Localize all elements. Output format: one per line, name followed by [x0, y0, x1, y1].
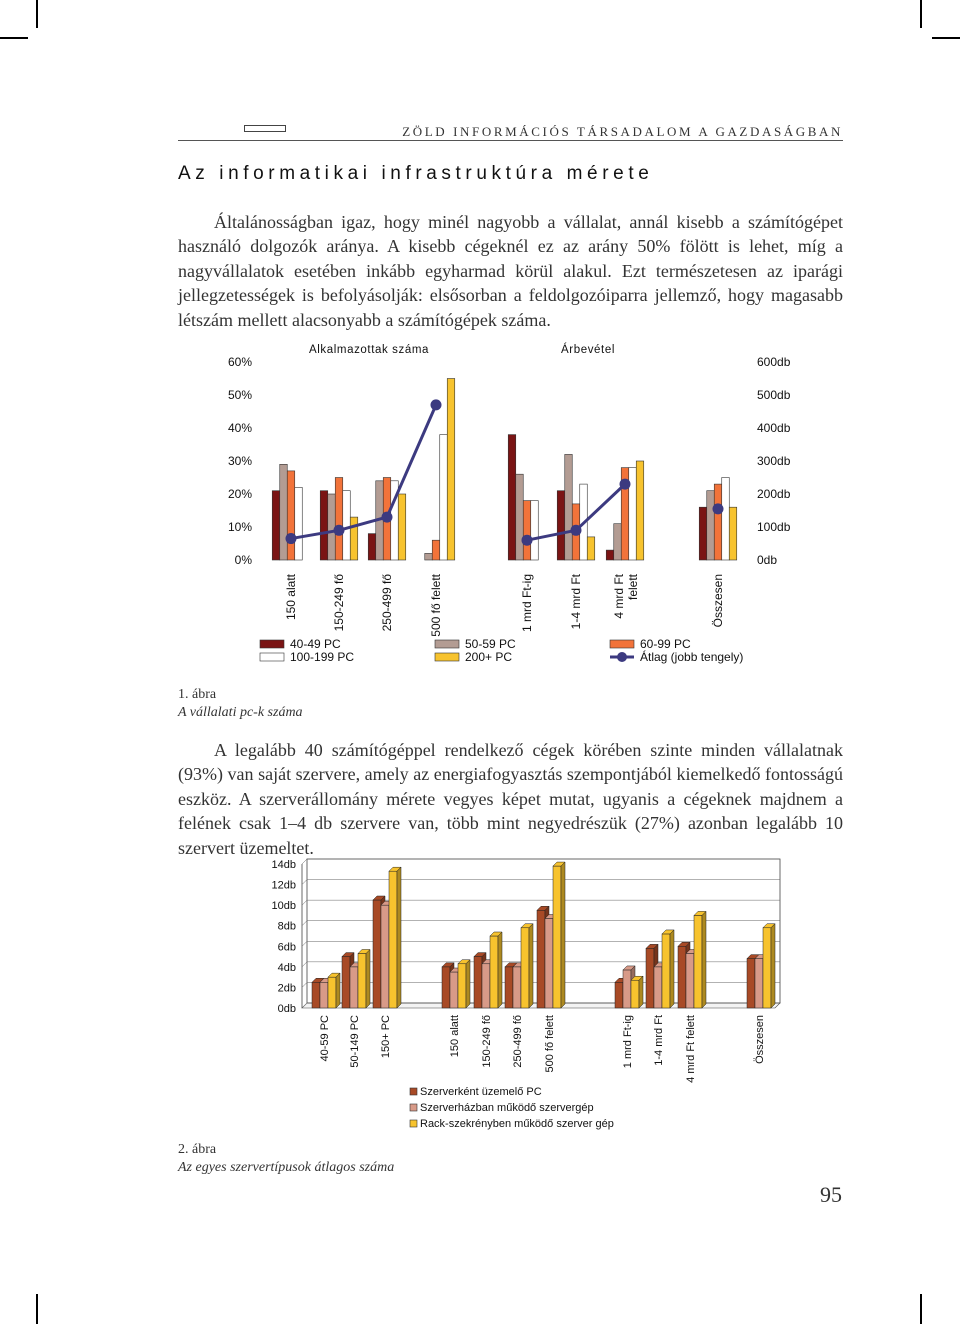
- x-tick-label: Összesen: [711, 574, 725, 628]
- bar: [553, 866, 561, 1008]
- bar-side: [670, 930, 674, 1008]
- average-point: [431, 399, 442, 410]
- figure1-title: A vállalati pc-k száma: [178, 705, 303, 720]
- y2-tick-label: 600db: [757, 355, 791, 369]
- x-tick-label: 150 alatt: [449, 1015, 461, 1058]
- bar: [287, 471, 295, 560]
- bar: [490, 936, 498, 1008]
- y-tick-label: 14db: [271, 859, 296, 871]
- x-tick-label: 150 alatt: [284, 574, 298, 621]
- figure1-number: 1. ábra: [178, 687, 217, 702]
- x-tick-label: 500 fő felett: [544, 1015, 556, 1073]
- bar: [447, 379, 455, 561]
- bar: [450, 972, 458, 1008]
- bar-side: [336, 973, 340, 1008]
- crop-mark: [920, 1294, 922, 1324]
- y2-tick-label: 400db: [757, 421, 791, 435]
- bar: [565, 454, 573, 560]
- average-line: [291, 405, 436, 539]
- bar: [531, 501, 539, 560]
- bar: [516, 474, 524, 560]
- group-label: Alkalmazottak száma: [308, 344, 430, 356]
- x-tick-label-line: 4 mrd Ft: [612, 574, 626, 619]
- bar: [707, 491, 715, 560]
- y-tick-label: 2db: [277, 982, 296, 995]
- x-tick-label: 1-4 mrd Ft: [569, 574, 583, 630]
- crop-mark: [36, 0, 38, 28]
- bar-side: [366, 949, 370, 1008]
- paragraph: Általánosságban igaz, hogy minél nagyobb a vállalat, annál kisebb a számítógépet használó dolgozók aránya. A kisebb cégeknél ez az arány 50% fölött is lehet, míg a nagyvállalatok esetében inkább egyharmad körül alakul. Ezt természetesen az iparági jellegzetességek is befolyásolják: elsősorban a feldolgozóiparra jellemző, hogy magasabb létszám mellett alacsonyabb a számítógépek száma.: [178, 212, 843, 330]
- bar: [398, 494, 406, 560]
- x-tick-label: 1-4 mrd Ft: [653, 1015, 665, 1066]
- crop-mark: [0, 37, 28, 39]
- bar-side: [771, 924, 775, 1008]
- bar: [272, 491, 280, 560]
- header-ornament: [244, 125, 286, 132]
- y-tick-label: 0%: [234, 553, 252, 567]
- legend-swatch: [410, 1104, 417, 1111]
- y2-tick-label: 100db: [757, 520, 791, 534]
- legend-swatch: [617, 652, 627, 662]
- bar: [755, 959, 763, 1008]
- gridline: [302, 900, 307, 905]
- gridline: [302, 982, 307, 987]
- bar-side: [561, 862, 565, 1008]
- bar: [508, 435, 516, 560]
- bar: [425, 553, 433, 560]
- bar: [699, 507, 707, 560]
- legend-label: 40-49 PC: [290, 637, 341, 651]
- bar-side: [498, 932, 502, 1008]
- y-tick-label: 40%: [227, 421, 252, 435]
- x-tick-label: [612, 573, 640, 618]
- x-tick-label: 150-249 fő: [481, 1015, 493, 1068]
- legend-label: 50-59 PC: [465, 637, 516, 651]
- bar-side: [702, 911, 706, 1008]
- y-tick-label: 10db: [271, 900, 296, 913]
- bar: [614, 524, 622, 560]
- bar: [432, 540, 440, 560]
- bar: [458, 964, 466, 1008]
- bar: [694, 915, 702, 1008]
- average-point: [382, 512, 393, 523]
- x-tick-label: 4 mrd Ft felett: [685, 1015, 697, 1083]
- legend-swatch: [260, 640, 284, 648]
- bar: [335, 478, 343, 561]
- bar-side: [639, 976, 643, 1008]
- x-tick-label-line: felett: [626, 574, 640, 601]
- group-label: Árbevétel: [561, 344, 615, 356]
- x-tick-label: 40-59 PC: [319, 1015, 331, 1062]
- bar-side: [466, 960, 470, 1008]
- average-point: [713, 503, 724, 514]
- header-rule: [178, 140, 843, 141]
- legend-swatch: [435, 640, 459, 648]
- x-tick-label: 150+ PC: [380, 1015, 392, 1059]
- legend-label: 200+ PC: [465, 650, 513, 664]
- crop-mark: [920, 0, 922, 28]
- bar: [537, 910, 545, 1008]
- bar: [312, 982, 320, 1008]
- bar: [320, 982, 328, 1008]
- y-tick-label: 4db: [277, 961, 296, 974]
- bar: [714, 484, 722, 560]
- figure2-title: Az egyes szervertípusok átlagos száma: [178, 1160, 395, 1175]
- legend-label: Átlag (jobb tengely): [640, 650, 744, 664]
- x-tick-label: 150-249 fő: [332, 574, 346, 632]
- legend-swatch: [260, 653, 284, 661]
- legend-swatch: [410, 1088, 417, 1095]
- crop-mark: [36, 1294, 38, 1324]
- bar: [523, 501, 531, 560]
- y-tick-label: 6db: [277, 941, 296, 954]
- bar: [328, 494, 336, 560]
- average-point: [334, 525, 345, 536]
- legend-swatch: [410, 1120, 417, 1127]
- bar: [389, 871, 397, 1008]
- average-point: [620, 479, 631, 490]
- bar-side: [397, 867, 401, 1008]
- bar: [505, 967, 513, 1008]
- bar: [368, 534, 376, 560]
- crop-mark: [932, 37, 960, 39]
- bar: [482, 964, 490, 1008]
- gridline: [302, 941, 307, 946]
- bar: [328, 977, 336, 1008]
- y-tick-label: 10%: [227, 520, 252, 534]
- bar: [662, 934, 670, 1008]
- x-tick-label: 50-149 PC: [349, 1015, 361, 1068]
- y-tick-label: 8db: [277, 920, 296, 933]
- bar: [295, 487, 303, 560]
- bar: [442, 967, 450, 1008]
- y2-tick-label: 200db: [757, 487, 791, 501]
- average-point: [522, 535, 533, 546]
- legend-swatch: [435, 653, 459, 661]
- bar: [440, 435, 448, 560]
- x-tick-label: 500 fő felett: [429, 574, 443, 637]
- y2-tick-label: 500db: [757, 388, 791, 402]
- bar: [646, 948, 654, 1008]
- figure2-number: 2. ábra: [178, 1142, 217, 1157]
- bar: [358, 953, 366, 1008]
- bar: [654, 967, 662, 1008]
- page-number: 95: [820, 1182, 842, 1207]
- bar: [513, 967, 521, 1008]
- x-tick-label: 250-499 fő: [380, 574, 394, 632]
- bar: [631, 980, 639, 1008]
- bar: [545, 919, 553, 1008]
- legend-label: Rack-szekrényben működő szerver gép: [420, 1118, 614, 1130]
- figure1-caption: [178, 686, 303, 722]
- bar: [747, 959, 755, 1008]
- legend-label: 100-199 PC: [290, 650, 355, 664]
- bar: [342, 957, 350, 1008]
- paragraph: A legalább 40 számítógéppel rendelkező cégek körében szinte minden vállalatnak (93%) van saját szervere, amely az energiafogyasztás szempontjából kiemelkedő fontosságú eszköz. A szerverállomány mérete vegyes képet mutat, ugyanis a cégeknek majdnem a felének csak 1–4 db szervere van, több mint negyedrészük (27%) azonban legalább 10 szervert üzemeltet.: [178, 740, 843, 858]
- gridline: [302, 880, 307, 885]
- bar: [381, 905, 389, 1008]
- y-tick-label: 12db: [271, 879, 296, 892]
- bar: [615, 982, 623, 1008]
- y-tick-label: 0db: [277, 1003, 296, 1015]
- bar: [587, 537, 595, 560]
- y-tick-label: 50%: [227, 388, 252, 402]
- bar: [280, 464, 288, 560]
- bar: [629, 468, 637, 560]
- y-tick-label: 60%: [227, 355, 252, 369]
- x-tick-label: 1 mrd Ft-ig: [622, 1015, 634, 1069]
- bar: [350, 517, 358, 560]
- bar: [474, 957, 482, 1008]
- bar: [350, 967, 358, 1008]
- y2-tick-label: 0db: [757, 553, 778, 567]
- y-tick-label: 30%: [227, 454, 252, 468]
- bar: [729, 507, 737, 560]
- bar: [373, 900, 381, 1008]
- section-title: Az informatikai infrastruktúra mérete: [178, 163, 654, 184]
- gridline: [302, 859, 307, 864]
- x-tick-label: Összesen: [754, 1015, 766, 1064]
- gridline: [302, 962, 307, 967]
- legend-label: 60-99 PC: [640, 637, 691, 651]
- bar: [521, 928, 529, 1008]
- bar: [678, 946, 686, 1008]
- pc-count-chart: [170, 338, 820, 688]
- figure2-caption: [178, 1141, 394, 1177]
- average-point: [286, 533, 297, 544]
- server-types-chart: [230, 855, 790, 1145]
- bar: [636, 461, 644, 560]
- gridline: [302, 921, 307, 926]
- bar: [686, 953, 694, 1008]
- bar: [763, 928, 771, 1008]
- bar: [722, 478, 730, 561]
- bar: [623, 970, 631, 1008]
- legend-swatch: [610, 640, 634, 648]
- bar: [606, 550, 614, 560]
- bar-side: [529, 924, 533, 1008]
- y-tick-label: 20%: [227, 487, 252, 501]
- bar: [343, 491, 351, 560]
- running-title: ZÖLD INFORMÁCIÓS TÁRSADALOM A GAZDASÁGBAN: [402, 124, 843, 139]
- average-point: [571, 525, 582, 536]
- bar: [557, 491, 565, 560]
- legend-label: Szerverként üzemelő PC: [420, 1086, 542, 1098]
- x-tick-label: 1 mrd Ft-ig: [520, 574, 534, 633]
- x-tick-label: 250-499 fő: [512, 1015, 524, 1068]
- legend-label: Szerverházban működő szervergép: [420, 1102, 594, 1114]
- bar: [320, 491, 328, 560]
- y2-tick-label: 300db: [757, 454, 791, 468]
